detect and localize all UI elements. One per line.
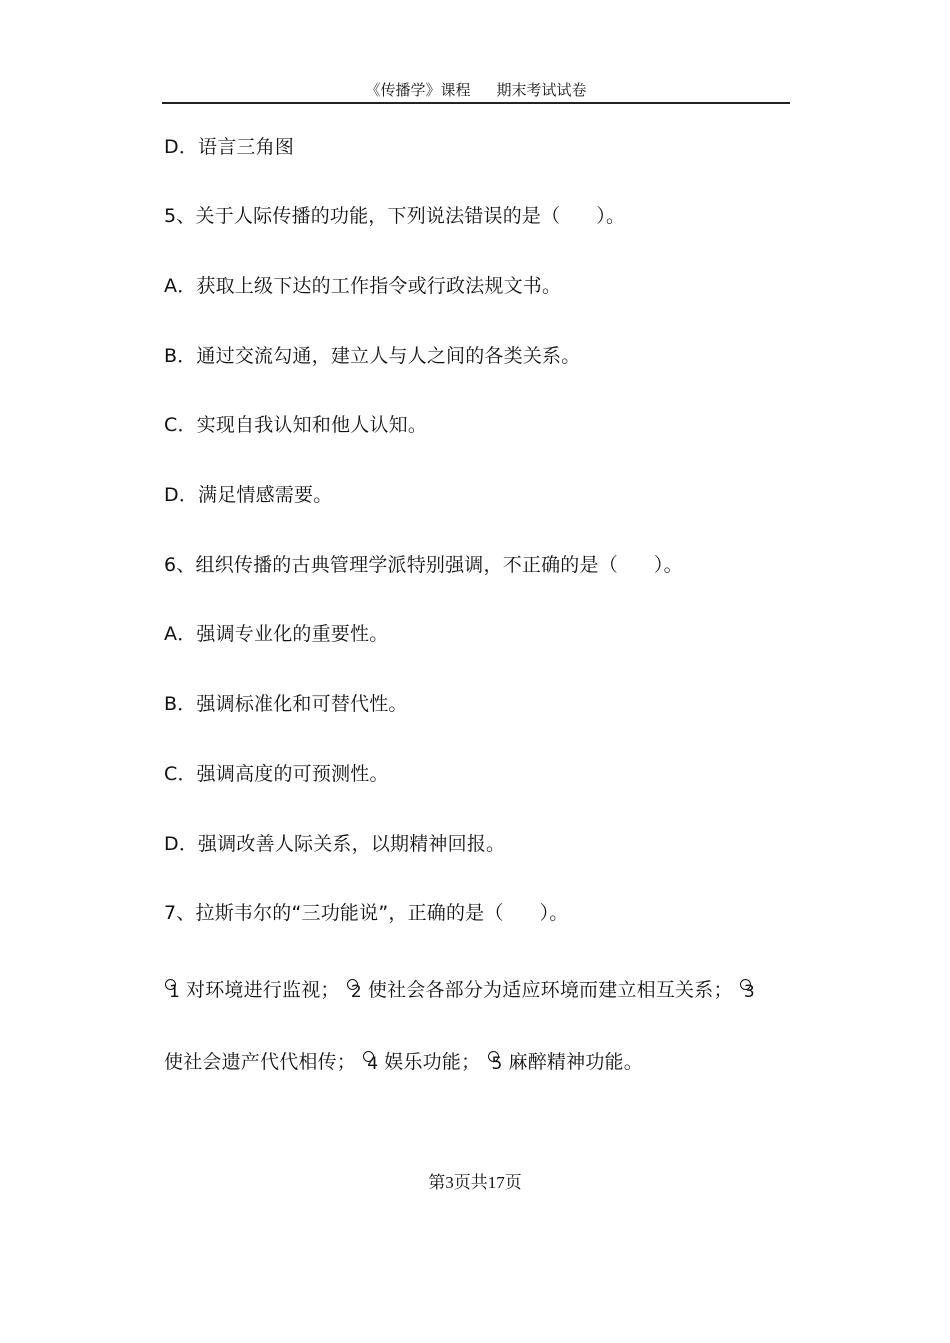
page-number-footer: 第3页共17页 — [428, 1173, 522, 1192]
circled-number-1-icon: 1 — [164, 978, 182, 1002]
circled-number-3-icon: 3 — [739, 978, 757, 1002]
q7-item-4: 娱乐功能； — [384, 1051, 481, 1073]
question-5-end: ）。 — [596, 205, 626, 227]
question-5 — [164, 204, 625, 228]
page-header — [162, 80, 790, 104]
question-7-text: 7、拉斯韦尔的“三功能说”，正确的是（ — [164, 902, 504, 924]
header-course-title: 《传播学》课程 — [365, 81, 471, 99]
question-6-text: 6、组织传播的古典管理学派特别强调，不正确的是（ — [164, 554, 618, 576]
q7-item-3: 使社会遗产代代相传； — [164, 1051, 357, 1073]
q6-option-d: D．强调改善人际关系，以期精神回报。 — [164, 833, 506, 855]
header-exam-title: 期末考试试卷 — [496, 81, 587, 99]
q6-option-c: C．强调高度的可预测性。 — [164, 763, 389, 785]
q7-item-5: 麻醉精神功能。 — [508, 1051, 643, 1073]
q7-item-1: 对环境进行监视； — [186, 979, 340, 1001]
question-7 — [164, 901, 568, 925]
q7-options-line-1 — [164, 978, 761, 1002]
circled-number-2-icon: 2 — [346, 978, 364, 1002]
q5-option-b: B．通过交流勾通，建立人与人之间的各类关系。 — [164, 345, 581, 367]
question-6 — [164, 553, 683, 577]
q6-option-b: B．强调标准化和可替代性。 — [164, 693, 408, 715]
q5-option-c: C．实现自我认知和他人认知。 — [164, 414, 428, 436]
question-7-end: ）。 — [539, 902, 569, 924]
q4-option-d: D．语言三角图 — [164, 136, 295, 158]
question-5-text: 5、关于人际传播的功能，下列说法错误的是（ — [164, 205, 561, 227]
q7-item-2: 使社会各部分为适应环境而建立相互关系； — [367, 979, 733, 1001]
question-6-end: ）。 — [653, 554, 683, 576]
q7-options-line-2 — [164, 1050, 643, 1074]
q5-option-d: D．满足情感需要。 — [164, 484, 333, 506]
q5-option-a: A．获取上级下达的工作指令或行政法规文书。 — [164, 275, 562, 297]
circled-number-5-icon: 5 — [487, 1050, 505, 1074]
circled-number-4-icon: 4 — [362, 1050, 380, 1074]
q6-option-a: A．强调专业化的重要性。 — [164, 623, 389, 645]
